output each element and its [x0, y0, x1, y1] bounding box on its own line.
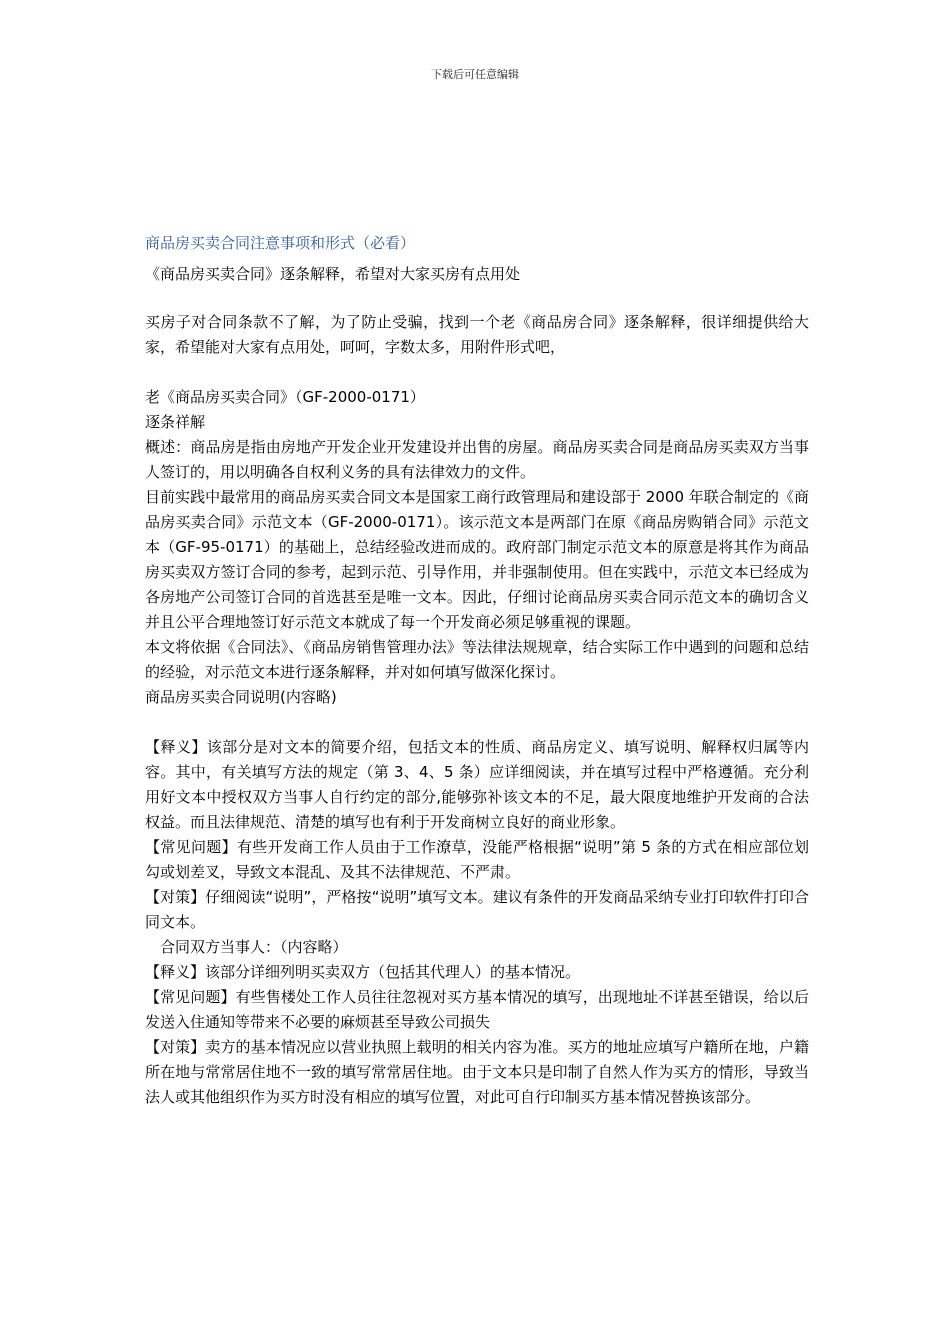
sec1-interpretation: 【释义】该部分是对文本的简要介绍，包括文本的性质、商品房定义、填写说明、解释权归属等内容。其中，有关填写方法的规定（第 3、4、5 条）应详细阅读，并在填写过程中严格遵循。充分利用好文本中授权双方当事人自行约定的部分,能够弥补该文本的不足，最大限度地维护开发商的合法权益。而且法律规范、清楚的填写也有利于开发商树立良好的商业形象。 [145, 738, 809, 831]
sec1-problem: 【常见问题】有些开发商工作人员由于工作潦草，没能严格根据“说明”第 5 条的方式在相应部位划勾或划差叉，导致文本混乱、及其不法律规范、不严肃。 [145, 838, 809, 881]
contract-name: 老《商品房买卖合同》（GF-2000-0171） [145, 388, 425, 406]
document-title: 商品房买卖合同注意事项和形式（必看） [145, 234, 416, 252]
sec1-countermeasure: 【对策】仔细阅读“说明”，严格按“说明”填写文本。建议有条件的开发商品采纳专业打印软件打印合同文本。 [145, 888, 809, 931]
basis-paragraph: 本文将依据《合同法》、《商品房销售管理办法》等法律法规规章，结合实际工作中遇到的问题和总结的经验，对示范文本进行逐条解释，并对如何填写做深化探讨。 [145, 638, 809, 681]
parties-heading: 合同双方当事人：（内容略） [160, 938, 348, 956]
header-note: 下载后可任意编辑 [431, 68, 519, 81]
document-subtitle: 《商品房买卖合同》逐条解释，希望对大家买房有点用处 [145, 265, 521, 283]
spacer [145, 287, 809, 310]
sec2-interpretation: 【释义】该部分详细列明买卖双方（包括其代理人）的基本情况。 [145, 963, 581, 981]
sec2-problem: 【常见问题】有些售楼处工作人员往往忽视对买方基本情况的填写，出现地址不详甚至错误，给以后发送入住通知等带来不必要的麻烦甚至导致公司损失 [145, 988, 809, 1031]
sec2-countermeasure: 【对策】卖方的基本情况应以营业执照上载明的相关内容为准。买方的地址应填写户籍所在地，户籍所在地与常常居住地不一致的填写常常居住地。由于文本只是印制了自然人作为买方的情形，导致当法人或其他组织作为买方时没有相应的填写位置，对此可自行印制买方基本情况替换该部分。 [145, 1038, 809, 1106]
overview-paragraph: 概述：商品房是指由房地产开发企业开发建设并出售的房屋。商品房买卖合同是商品房买卖双方当事人签订的，用以明确各自权利义务的具有法律效力的文件。 [145, 438, 809, 481]
practice-paragraph: 目前实践中最常用的商品房买卖合同文本是国家工商行政管理局和建设部于 2000 年联合制定的《商品房买卖合同》示范文本（GF-2000-0171）。该示范文本是两部门在原《商品房购销合同》示范文本（GF-95-0171）的基础上，总结经验改进而成的。政府部门制定示范文本的原意是将其作为商品房买卖双方签订合同的参考，起到示范、引导作用，并非强制使用。但在实践中，示范文本已经成为各房地产公司签订合同的首选甚至是唯一文本。因此，仔细讨论商品房买卖合同示范文本的确切含义并且公平合理地签订好示范文本就成了每一个开发商必须足够重视的课题。 [145, 488, 809, 631]
intro-paragraph: 买房子对合同条款不了解，为了防止受骗，找到一个老《商品房合同》逐条解释，很详细提供给大家，希望能对大家有点用处，呵呵，字数太多，用附件形式吧， [145, 313, 809, 356]
document-body [145, 232, 809, 1110]
spacer [145, 360, 809, 385]
explanation-heading: 商品房买卖合同说明(内容略) [145, 688, 337, 706]
spacer [145, 710, 809, 735]
section-heading: 逐条祥解 [145, 413, 206, 431]
